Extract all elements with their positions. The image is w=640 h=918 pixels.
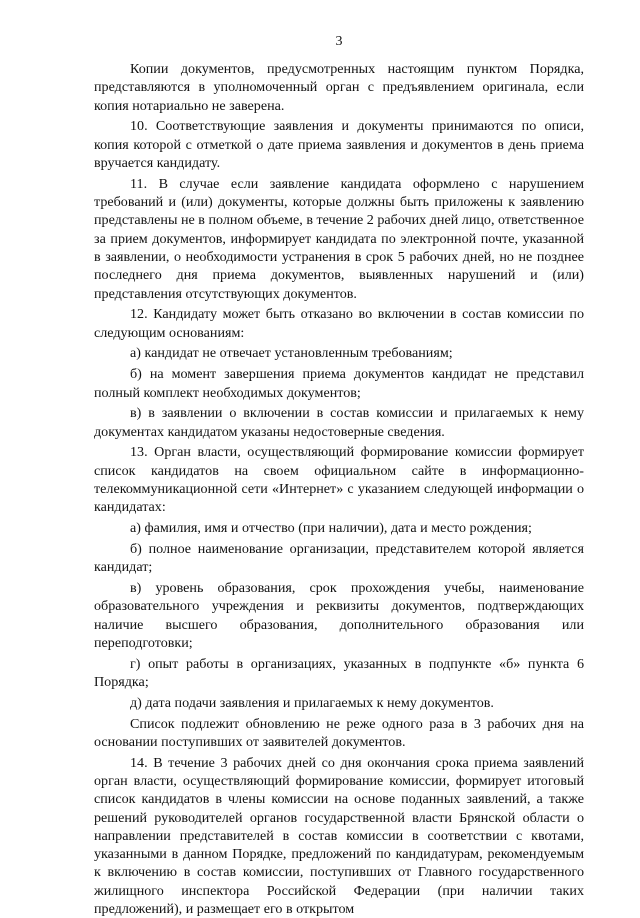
paragraph-item-13-d: д) дата подачи заявления и прилагаемых к нему документов. bbox=[130, 694, 494, 711]
paragraph-item-13-v: в) уровень образования, срок прохождения учебы, наименование образовательного учреждения и реквизиты документов, подтверждающих наличие высшего образования, дополнительного образования или переподготовки; bbox=[94, 580, 584, 651]
paragraph-item-12: 12. Кандидату может быть отказано во включении в состав комиссии по следующим основаниям: bbox=[94, 306, 584, 341]
paragraph-item-12-a: а) кандидат не отвечает установленным требованиям; bbox=[130, 345, 453, 362]
paragraph-item-14: 14. В течение 3 рабочих дней со дня окончания срока приема заявлений орган власти, осуществляющий формирование комиссии, формирует итоговый список кандидатов в члены комиссии на основе поданных заявлений, а также решений руководителей органов государственной власти Брянской области о направлении представителей в состав комиссии в соответствии с квотами, указанными в данном Порядке, предложений по кандидатурам, рекомендуемым к включению в состав комиссии, поступивших от Главного государственного жилищного инспектора Российской Федерации (при наличии таких предложений), и размещает его в открытом bbox=[94, 754, 584, 918]
paragraph-item-10: 10. Соответствующие заявления и документы принимаются по описи, копия которой с отметкой о дате приема заявления и документов в день приема вручается кандидату. bbox=[94, 118, 584, 171]
paragraph-item-11: 11. В случае если заявление кандидата оформлено с нарушением требований и (или) документы, которые должны быть приложены к заявлению представлены не в полном объеме, в течение 2 рабочих дней лицо, ответственное за прием документов, информирует кандидата по электронной почте, указанной в заявлении, о необходимости устранения в срок 5 рабочих дней, но не позднее последнего дня приема документов, выявленных нарушений и (или) представления отсутствующих документов. bbox=[94, 175, 584, 302]
paragraph-item-13: 13. Орган власти, осуществляющий формирование комиссии формирует список кандидатов на своем официальном сайте в информационно-телекоммуникационной сети «Интернет» с указанием следующей информации о кандидатах: bbox=[94, 444, 584, 516]
paragraph-item-13-b: б) полное наименование организации, представителем которой является кандидат; bbox=[94, 540, 584, 576]
paragraph-item-13-g: г) опыт работы в организациях, указанных в подпункте «б» пункта 6 Порядка; bbox=[94, 655, 584, 690]
paragraph-copies-of-documents: Копии документов, предусмотренных настоящим пунктом Порядка, представляются в уполномоченный орган с предъявлением оригинала, если копия нотариально не заверена. bbox=[94, 61, 584, 114]
paragraph-item-13-a: а) фамилия, имя и отчество (при наличии), дата и место рождения; bbox=[130, 520, 532, 537]
page-number: 3 bbox=[335, 34, 343, 49]
paragraph-item-12-b: б) на момент завершения приема документов кандидат не представил полный комплект необходимых документов; bbox=[94, 366, 584, 401]
paragraph-list-update: Список подлежит обновлению не реже одного раза в 3 рабочих дня на основании поступивших от заявителей документов. bbox=[94, 715, 584, 750]
paragraph-item-12-v: в) в заявлении о включении в состав комиссии и прилагаемых к нему документах кандидатом указаны недостоверные сведения. bbox=[94, 405, 584, 440]
